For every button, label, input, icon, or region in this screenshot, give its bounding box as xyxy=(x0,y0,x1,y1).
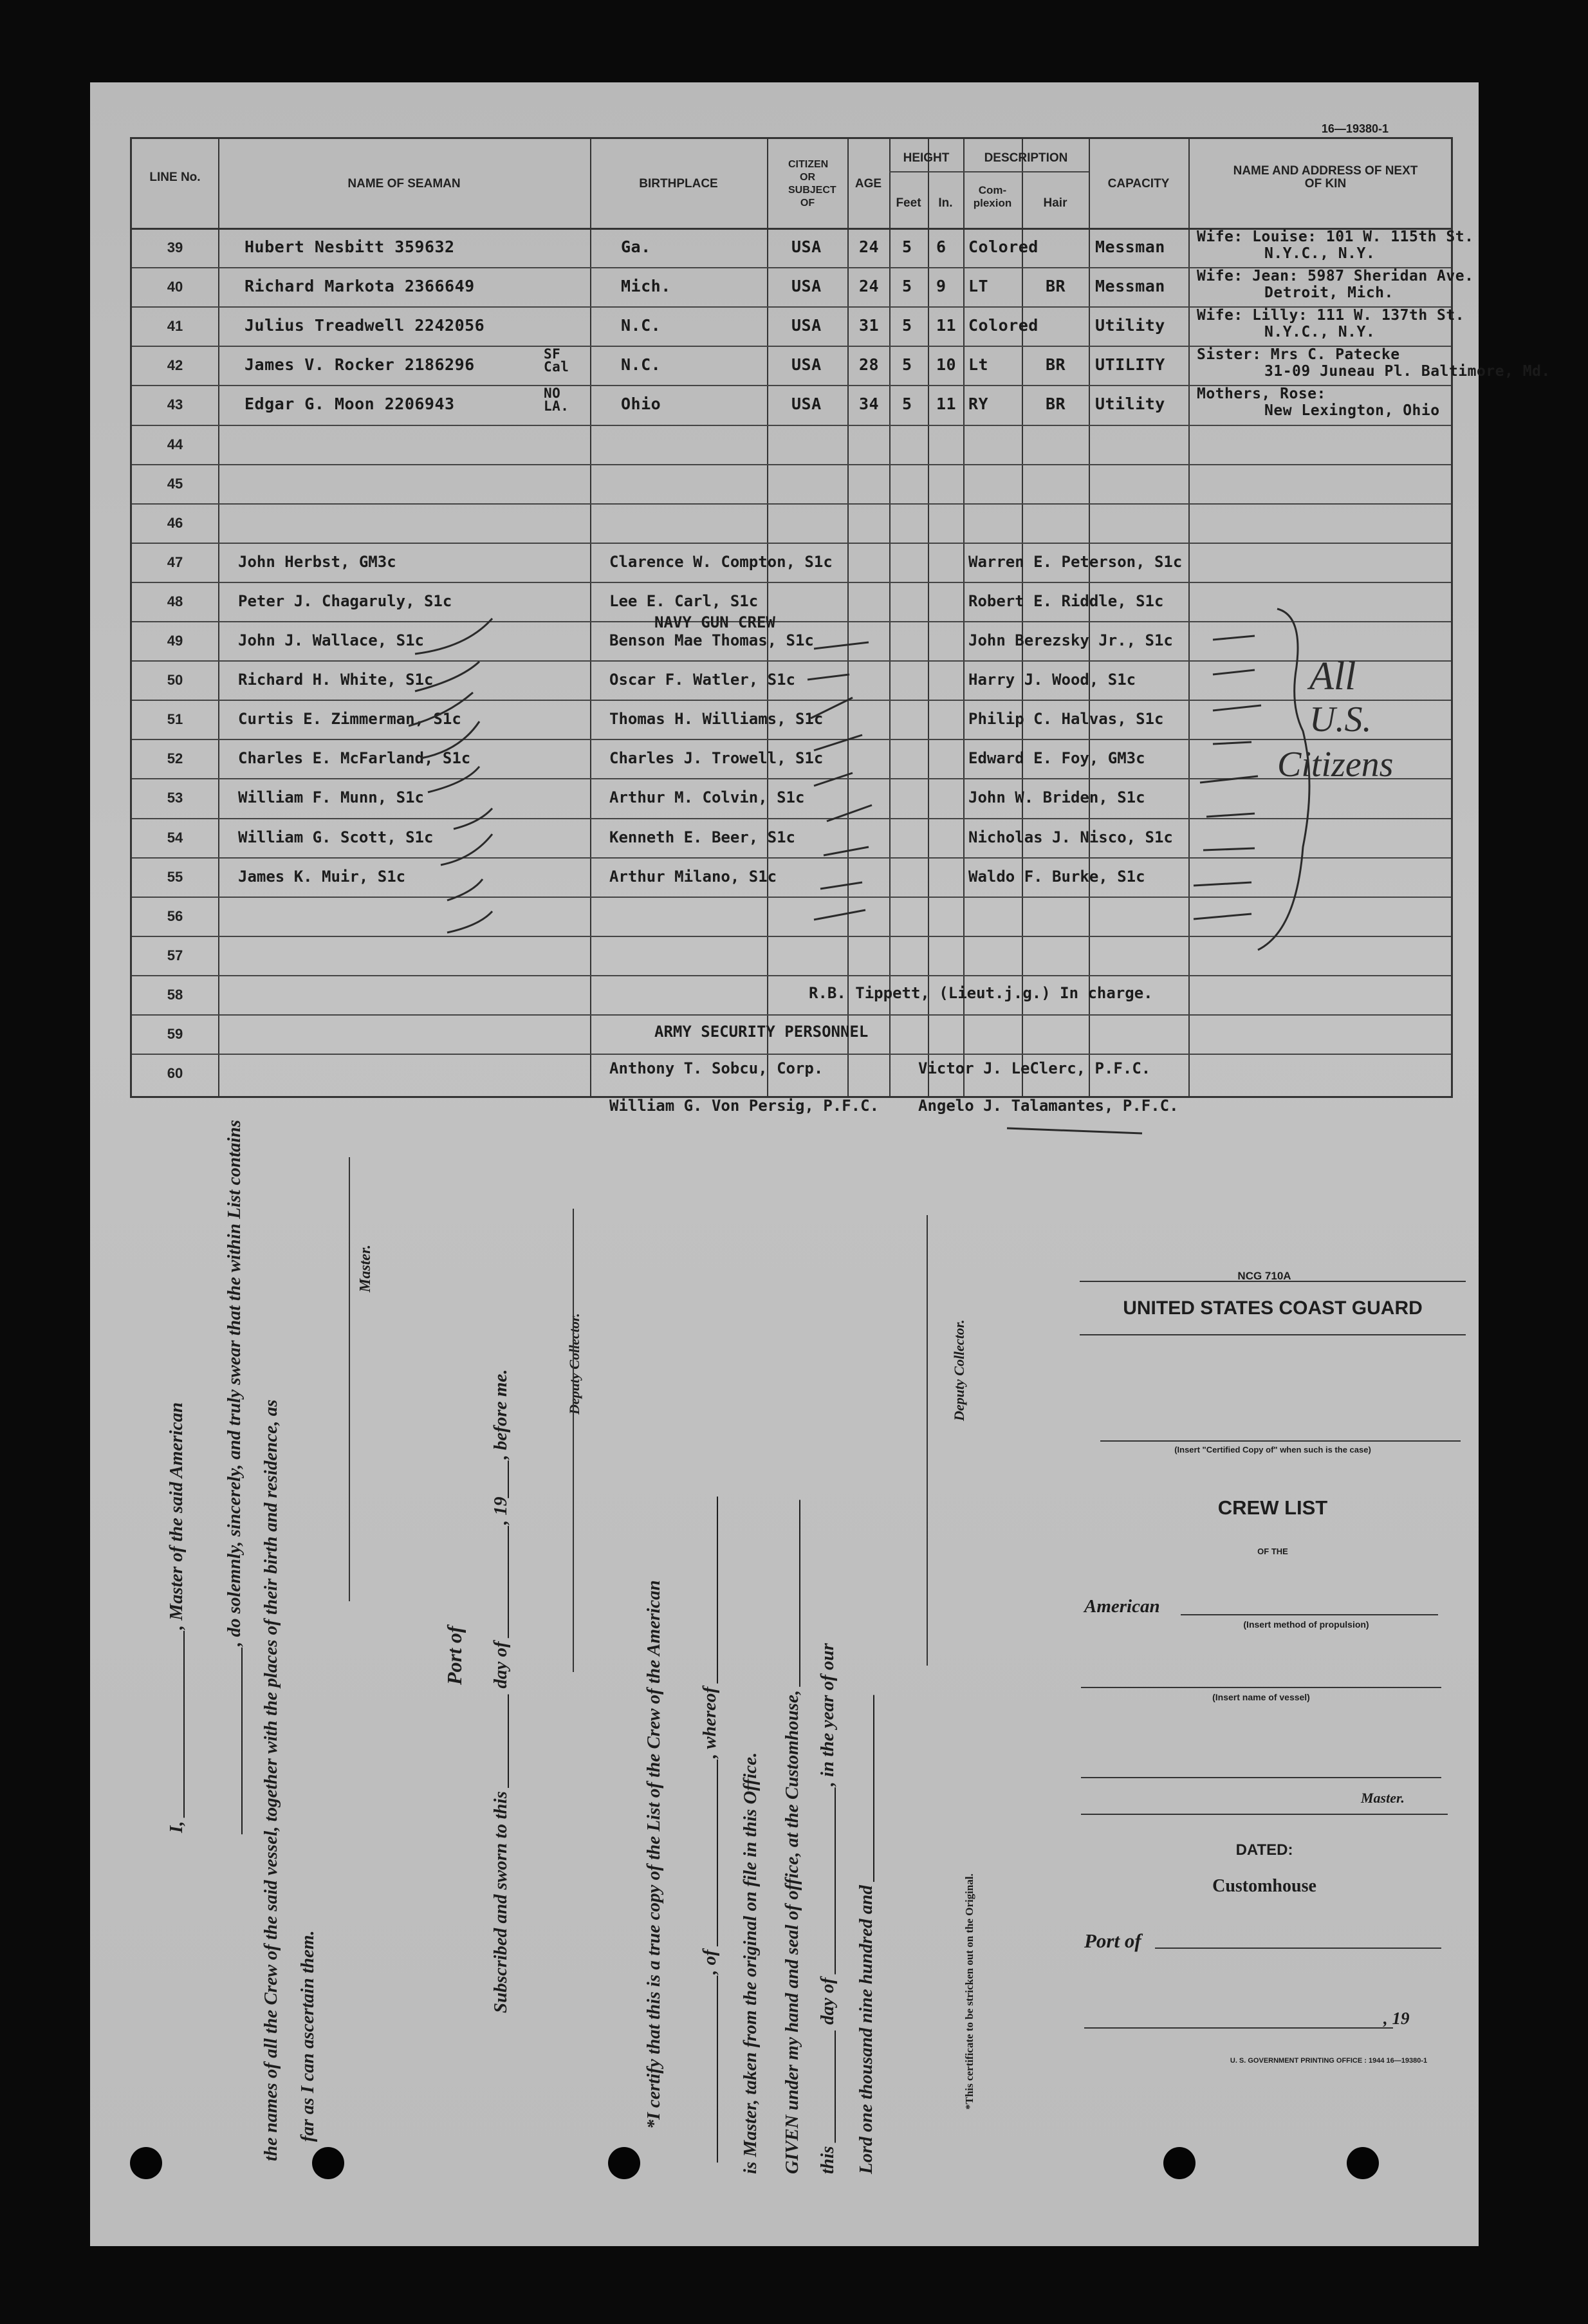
hair: BR xyxy=(1046,395,1066,414)
header-description: DESCRIPTION xyxy=(984,151,1068,165)
gun-crew-member: Arthur M. Colvin, S1c xyxy=(609,788,805,807)
vessel-note: (Insert name of vessel) xyxy=(1212,1692,1310,1702)
army-member: Anthony T. Sobcu, Corp. xyxy=(609,1059,824,1077)
army-member: Victor J. LeClerc, P.F.C. xyxy=(918,1059,1151,1077)
capacity: Utility xyxy=(1095,395,1165,414)
crew-table xyxy=(130,137,1551,1115)
height-inches: 6 xyxy=(936,237,946,256)
army-heading: ARMY SECURITY PERSONNEL xyxy=(654,1023,869,1041)
oath-subscribed: Subscribed and sworn to this __________ day of ____________, 19____, before me. xyxy=(490,1369,511,2013)
cover-master: Master. xyxy=(1361,1790,1405,1806)
gun-crew-member: Edward E. Foy, GM3c xyxy=(968,749,1145,768)
gun-crew-member: Harry J. Wood, S1c xyxy=(968,671,1136,689)
seaman-name: Richard Markota 2366649 xyxy=(245,277,475,296)
seaman-name: Hubert Nesbitt 359632 xyxy=(245,237,455,256)
navy-heading: NAVY GUN CREW xyxy=(654,613,775,631)
gun-crew-member: James K. Muir, S1c xyxy=(238,867,406,886)
citizen: USA xyxy=(791,395,822,414)
certify-deputy: Deputy Collector. xyxy=(951,1319,967,1421)
form-code: NCG 710A xyxy=(1237,1270,1291,1282)
gun-crew-member: Charles E. McFarland, S1c xyxy=(238,749,471,768)
header-name: NAME OF SEAMAN xyxy=(347,177,461,191)
port-of-label: Port of xyxy=(1084,1929,1141,1952)
signature-line xyxy=(349,1157,350,1601)
gun-crew-member: Arthur Milano, S1c xyxy=(609,867,777,886)
line-number: 56 xyxy=(167,907,183,924)
next-of-kin-address: 31-09 Juneau Pl. Baltimore, Md. xyxy=(1264,363,1551,380)
line-number: 46 xyxy=(167,514,183,531)
gun-crew-member: John Berezsky Jr., S1c xyxy=(968,631,1173,649)
signature-line xyxy=(927,1215,928,1666)
form-title: CREW LIST xyxy=(1217,1496,1328,1519)
citizen: USA xyxy=(791,316,822,335)
punch-hole xyxy=(608,2147,640,2179)
complexion: Lt xyxy=(968,355,989,375)
crew-list-page xyxy=(90,82,1551,2246)
punch-hole xyxy=(1163,2147,1196,2179)
line-number: 44 xyxy=(167,436,183,452)
gun-crew-member: Peter J. Chagaruly, S1c xyxy=(238,591,452,610)
seaman-name: Edgar G. Moon 2206943 xyxy=(245,395,455,414)
capacity: Utility xyxy=(1095,316,1165,335)
header-hair: Hair xyxy=(1043,196,1067,210)
header-birthplace: BIRTHPLACE xyxy=(639,177,718,191)
next-of-kin: Wife: Lilly: 111 W. 137th St. xyxy=(1197,307,1465,324)
certify-line-5: this ____________ day of ____________________, in the year of our xyxy=(817,1643,838,2174)
year-label: , 19 xyxy=(1383,2009,1410,2028)
line-number: 52 xyxy=(167,750,183,767)
dated-label: DATED: xyxy=(1235,1841,1293,1859)
handwritten-note: Citizens xyxy=(1277,745,1394,785)
line-number: 58 xyxy=(167,986,183,1003)
certify-line-3: is Master, taken from the original on file in this Office. xyxy=(740,1752,761,2174)
gun-crew-member: William F. Munn, S1c xyxy=(238,788,424,807)
height-feet: 5 xyxy=(902,355,912,375)
printer-line: U. S. GOVERNMENT PRINTING OFFICE : 1944 16—19380-1 xyxy=(1230,2057,1428,2065)
gun-crew-member: John J. Wallace, S1c xyxy=(238,631,424,649)
american-label: American xyxy=(1084,1596,1160,1617)
header-capacity: CAPACITY xyxy=(1107,177,1170,191)
next-of-kin: Wife: Louise: 101 W. 115th St. xyxy=(1197,228,1474,245)
army-member: William G. Von Persig, P.F.C. xyxy=(609,1097,880,1115)
complexion: RY xyxy=(968,395,989,414)
next-of-kin-address: Detroit, Mich. xyxy=(1264,284,1394,302)
line-number: 43 xyxy=(167,396,183,413)
punch-hole xyxy=(312,2147,344,2179)
line-number: 45 xyxy=(167,475,183,492)
gun-crew-member: Thomas H. Williams, S1c xyxy=(609,710,824,729)
of-the: OF THE xyxy=(1257,1547,1288,1556)
line-number: 40 xyxy=(167,279,183,295)
rule xyxy=(1080,1281,1466,1282)
header-age: AGE xyxy=(854,177,882,191)
gun-crew-member: Philip C. Halvas, S1c xyxy=(968,710,1164,729)
birthplace: Mich. xyxy=(621,277,671,296)
height-inches: 11 xyxy=(936,316,957,335)
hair: BR xyxy=(1046,355,1066,375)
gun-crew-member: Waldo F. Burke, S1c xyxy=(968,867,1145,886)
propulsion-note: (Insert method of propulsion) xyxy=(1243,1619,1369,1630)
gun-crew-member: John W. Briden, S1c xyxy=(968,788,1145,807)
gun-crew-member: Charles J. Trowell, S1c xyxy=(609,749,824,768)
capacity: Messman xyxy=(1095,277,1165,296)
oath-line-2: ____________________, do solemnly, sincerely, and truly swear that the within List contains xyxy=(224,1119,245,1833)
line-number: 41 xyxy=(167,318,183,335)
capacity: Messman xyxy=(1095,237,1165,256)
army-member: Angelo J. Talamantes, P.F.C. xyxy=(918,1097,1179,1115)
birthplace: Ga. xyxy=(621,237,651,256)
next-of-kin-address: N.Y.C., N.Y. xyxy=(1264,245,1376,262)
header-line-no: LINE No. xyxy=(149,171,201,184)
insert-copy-note: (Insert "Certified Copy of" when such is the case) xyxy=(1174,1445,1371,1455)
fill-line xyxy=(1084,2027,1393,2029)
seaman-note: SF Cal xyxy=(544,346,569,375)
certify-line-2: ____________________, of ____________________, whereof ____________________ xyxy=(699,1495,720,2161)
punch-hole xyxy=(1347,2147,1379,2179)
fill-line xyxy=(1181,1614,1438,1615)
gun-crew-member: Clarence W. Compton, S1c xyxy=(609,552,833,571)
line-number: 53 xyxy=(167,790,183,806)
gun-crew-member: Nicholas J. Nisco, S1c xyxy=(968,828,1173,846)
certify-line-4: GIVEN under my hand and seal of office, at the Customhouse, ____________________ xyxy=(782,1498,802,2174)
next-of-kin: Wife: Jean: 5987 Sheridan Ave. xyxy=(1197,268,1474,285)
gun-crew-member: Warren E. Peterson, S1c xyxy=(968,552,1183,571)
line-number: 39 xyxy=(167,239,183,256)
customhouse-label: Customhouse xyxy=(1212,1876,1316,1896)
oath-line-3: the names of all the Crew of the said vessel, together with the places of their birth and residence, as xyxy=(261,1399,281,2161)
certify-note: *This certificate to be stricken out on the Original. xyxy=(963,1873,975,2110)
gun-crew-member: Robert E. Riddle, S1c xyxy=(968,591,1164,610)
line-number: 48 xyxy=(167,593,183,609)
height-inches: 11 xyxy=(936,395,957,414)
officer-in-charge: R.B. Tippett, (Lieut.j.g.) In charge. xyxy=(809,984,1153,1002)
age: 24 xyxy=(859,237,880,256)
gun-crew-member: John Herbst, GM3c xyxy=(238,552,396,571)
gun-crew-member: Curtis E. Zimmerman, S1c xyxy=(238,710,461,729)
line-number: 47 xyxy=(167,553,183,570)
signature-line xyxy=(573,1209,574,1672)
height-feet: 5 xyxy=(902,316,912,335)
oath-port: Port of xyxy=(443,1626,466,1685)
oath-deputy: Deputy Collector. xyxy=(566,1313,582,1415)
line-number: 55 xyxy=(167,868,183,885)
gun-crew-member: Benson Mae Thomas, S1c xyxy=(609,631,814,649)
citizen: USA xyxy=(791,237,822,256)
line-number: 54 xyxy=(167,829,183,846)
header-citizen: CITIZEN OR SUBJECT OF xyxy=(788,159,836,209)
line-number: 50 xyxy=(167,672,183,689)
oath-line-1: I, ____________________, Master of the said American xyxy=(166,1402,187,1833)
height-feet: 5 xyxy=(902,277,912,296)
height-feet: 5 xyxy=(902,395,912,414)
line-number: 49 xyxy=(167,633,183,649)
age: 31 xyxy=(859,316,880,335)
line-number: 57 xyxy=(167,947,183,963)
gun-crew-member: Lee E. Carl, S1c xyxy=(609,591,759,610)
complexion: Colored xyxy=(968,237,1039,256)
form-number: 16—19380-1 xyxy=(1321,122,1389,135)
punch-hole xyxy=(130,2147,162,2179)
oath-line-4: far as I can ascertain them. xyxy=(297,1930,318,2142)
fill-line xyxy=(1100,1440,1461,1442)
age: 24 xyxy=(859,277,880,296)
header-next-of-kin: NAME AND ADDRESS OF NEXT OF KIN xyxy=(1233,164,1418,191)
height-inches: 10 xyxy=(936,355,957,375)
next-of-kin: Mothers, Rose: xyxy=(1197,386,1326,403)
birthplace: Ohio xyxy=(621,395,661,414)
birthplace: N.C. xyxy=(621,316,661,335)
next-of-kin: Sister: Mrs C. Patecke xyxy=(1197,346,1400,364)
seaman-name: Julius Treadwell 2242056 xyxy=(245,316,485,335)
seaman-name: James V. Rocker 2186296 xyxy=(245,355,475,375)
fill-line xyxy=(1155,1948,1441,1949)
citizen: USA xyxy=(791,355,822,375)
next-of-kin-address: New Lexington, Ohio xyxy=(1264,402,1440,420)
seaman-note: NO LA. xyxy=(544,386,569,414)
gun-crew-member: Richard H. White, S1c xyxy=(238,671,434,689)
header-inches: In. xyxy=(938,196,953,210)
age: 28 xyxy=(859,355,880,375)
header-complexion: Com-plexion xyxy=(973,184,1012,209)
height-feet: 5 xyxy=(902,237,912,256)
handwritten-note: U.S. xyxy=(1309,700,1372,739)
next-of-kin-address: N.Y.C., N.Y. xyxy=(1264,324,1376,341)
fill-line xyxy=(1081,1777,1441,1778)
line-number: 51 xyxy=(167,711,183,728)
birthplace: N.C. xyxy=(621,355,661,375)
complexion: Colored xyxy=(968,316,1039,335)
oath-master: Master. xyxy=(357,1244,374,1292)
rule xyxy=(1080,1334,1466,1335)
gun-crew-member: William G. Scott, S1c xyxy=(238,828,434,846)
line-number: 60 xyxy=(167,1065,183,1082)
handwritten-note: All xyxy=(1309,655,1356,698)
hair: BR xyxy=(1046,277,1066,296)
fill-line xyxy=(1081,1687,1441,1688)
height-inches: 9 xyxy=(936,277,946,296)
line-number: 59 xyxy=(167,1026,183,1042)
certify-line-6: Lord one thousand nine hundred and ____________________ xyxy=(856,1693,876,2174)
capacity: UTILITY xyxy=(1095,355,1165,375)
line-number: 42 xyxy=(167,357,183,374)
handwritten-marks xyxy=(132,139,1455,1100)
citizen: USA xyxy=(791,277,822,296)
header-height: HEIGHT xyxy=(903,151,950,165)
gun-crew-member: Oscar F. Watler, S1c xyxy=(609,671,795,689)
header-feet: Feet xyxy=(896,196,921,210)
age: 34 xyxy=(859,395,880,414)
fill-line xyxy=(1081,1814,1448,1815)
certify-line-1: *I certify that this is a true copy of the List of the Crew of the American xyxy=(643,1580,664,2129)
gun-crew-member: Kenneth E. Beer, S1c xyxy=(609,828,795,846)
agency-name: UNITED STATES COAST GUARD xyxy=(1123,1297,1423,1319)
complexion: LT xyxy=(968,277,989,296)
